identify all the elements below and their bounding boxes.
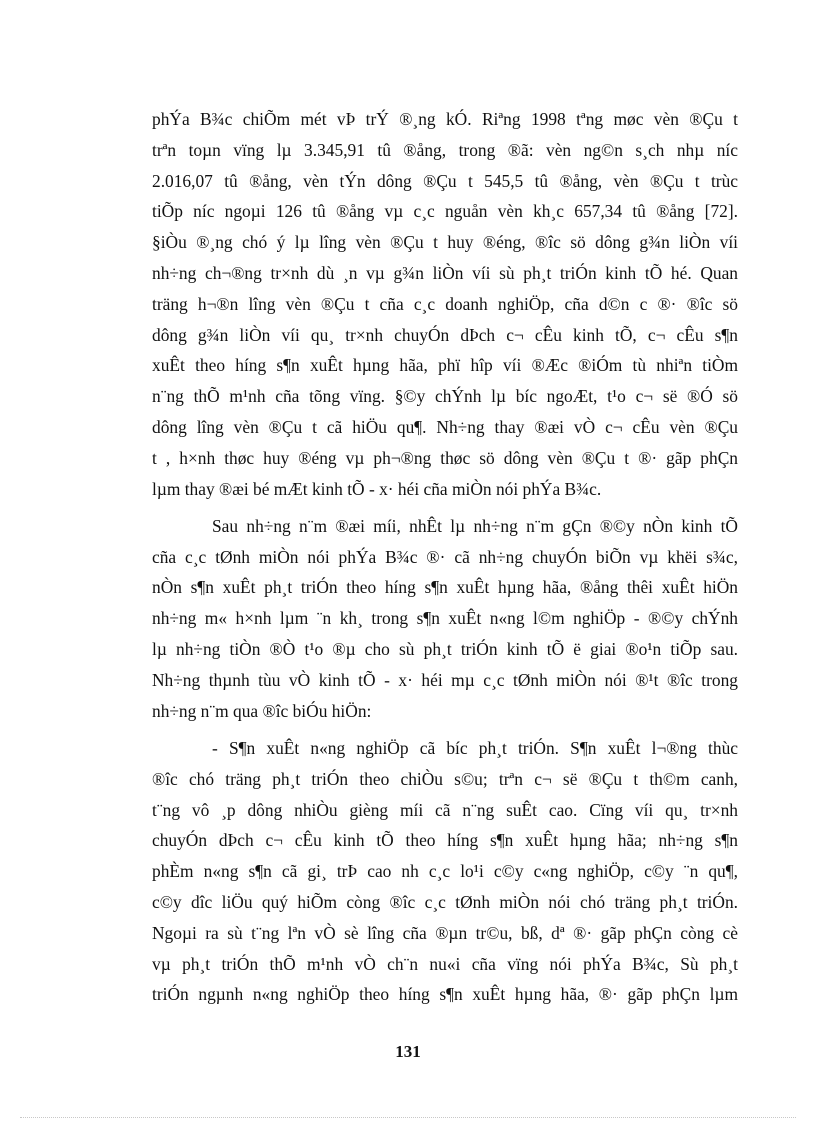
text-line: §iÒu ®¸ng chó ý lµ lîng vèn ®Çu t huy ®éng, ®îc sö dông g¾n liÒn víi	[152, 232, 738, 253]
text-line: dông g¾n liÒn víi qu¸ tr×nh chuyÓn dÞch c¬ cÊu kinh tÕ, c¬ cÊu s¶n	[152, 324, 738, 345]
text-line: dông lîng vèn ®Çu t cã hiÖu qu¶. Nh÷ng thay ®æi vÒ c¬ cÊu vèn ®Çu	[152, 416, 738, 437]
paragraph-1	[152, 104, 738, 504]
page-body	[152, 104, 738, 1010]
text-line: 2.016,07 tû ®ång, vèn tÝn dông ®Çu t 545,5 tû ®ång, vèn ®Çu t trùc	[152, 170, 738, 191]
text-line: cña c¸c tØnh miÒn nói phÝa B¾c ®· cã nh÷ng chuyÓn biÕn vµ khëi s¾c,	[152, 546, 738, 567]
text-line: trªn toµn vïng lµ 3.345,91 tû ®ång, trong ®ã: vèn ng©n s¸ch nhµ níc	[152, 139, 738, 160]
footer-divider	[20, 1117, 796, 1118]
paragraph-2	[152, 511, 738, 727]
text-line: vµ ph¸t triÓn thÕ m¹nh vÒ ch¨n nu«i cña vïng nói phÝa B¾c, Sù ph¸t	[152, 953, 738, 974]
text-line: t , h×nh thøc huy ®éng vµ ph¬®ng thøc sö dông vèn ®Çu t ®· gãp phÇn	[152, 447, 738, 468]
text-line: Nh÷ng thµnh tùu vÒ kinh tÕ - x· héi mµ c¸c tØnh miÒn nói ®¹t ®îc trong	[152, 669, 738, 690]
text-line: triÓn ngµnh n«ng nghiÖp theo híng s¶n xuÊt hµng hãa, ®· gãp phÇn lµm	[152, 984, 738, 1005]
text-line: träng h¬®n lîng vèn ®Çu t cña c¸c doanh nghiÖp, cña d©n c ®· ®îc sö	[152, 293, 738, 314]
text-line: - S¶n xuÊt n«ng nghiÖp cã bíc ph¸t triÓn. S¶n xuÊt l¬®ng thùc	[212, 737, 738, 758]
text-line: phÝa B¾c chiÕm mét vÞ trÝ ®¸ng kÓ. Riªng 1998 tªng møc vèn ®Çu t	[152, 109, 738, 129]
text-line: nÒn s¶n xuÊt ph¸t triÓn theo híng s¶n xuÊt hµng hãa, ®ång thêi xuÊt hiÖn	[152, 577, 738, 598]
paragraph-3	[152, 733, 738, 1010]
page-number: 131	[395, 1042, 421, 1061]
text-line: n¨ng thÕ m¹nh cña tõng vïng. §©y chÝnh lµ bíc ngoÆt, t¹o c¬ së ®Ó sö	[152, 386, 738, 407]
text-line: Ngoµi ra sù t¨ng lªn vÒ sè lîng cña ®µn tr©u, bß, dª ®· gãp phÇn còng cè	[152, 922, 738, 943]
text-line: lµ nh÷ng tiÒn ®Ò t¹o ®µ cho sù ph¸t triÓn kinh tÕ ë giai ®o¹n tiÕp sau.	[152, 639, 738, 660]
text-line: xuÊt theo híng s¶n xuÊt hµng hãa, phï hîp víi ®Æc ®iÓm tù nhiªn tiÒm	[152, 355, 738, 376]
text-line: chuyÓn dÞch c¬ cÊu kinh tÕ theo híng s¶n xuÊt hµng hãa; nh÷ng s¶n	[152, 830, 738, 851]
text-line: c©y dîc liÖu quý hiÕm còng ®îc c¸c tØnh miÒn nói chó träng ph¸t triÓn.	[152, 891, 738, 912]
text-line: lµm thay ®æi bé mÆt kinh tÕ - x· héi cña miÒn nói phÝa B¾c.	[152, 478, 602, 499]
text-line: nh÷ng n¨m qua ®îc biÓu hiÖn:	[152, 700, 372, 721]
text-line: tiÕp níc ngoµi 126 tû ®ång vµ c¸c nguån vèn kh¸c 657,34 tû ®ång [72].	[152, 201, 738, 222]
text-line: Sau nh÷ng n¨m ®æi míi, nhÊt lµ nh÷ng n¨m gÇn ®©y nÒn kinh tÕ	[212, 515, 738, 536]
text-line: phÈm n«ng s¶n cã gi¸ trÞ cao nh c¸c lo¹i c©y c«ng nghiÖp, c©y ¨n qu¶,	[152, 861, 738, 882]
text-line: nh÷ng m« h×nh lµm ¨n kh¸ trong s¶n xuÊt n«ng l©m nghiÖp - ®©y chÝnh	[152, 608, 738, 629]
text-line: t¨ng vô ¸p dông nhiÒu gièng míi cã n¨ng suÊt cao. Cïng víi qu¸ tr×nh	[152, 799, 738, 820]
text-line: nh÷ng ch¬®ng tr×nh dù ¸n vµ g¾n liÒn víi sù ph¸t triÓn kinh tÕ hé. Quan	[152, 262, 738, 283]
text-line: ®îc chó träng ph¸t triÓn theo chiÒu s©u; trªn c¬ së ®Çu t th©m canh,	[152, 768, 738, 789]
